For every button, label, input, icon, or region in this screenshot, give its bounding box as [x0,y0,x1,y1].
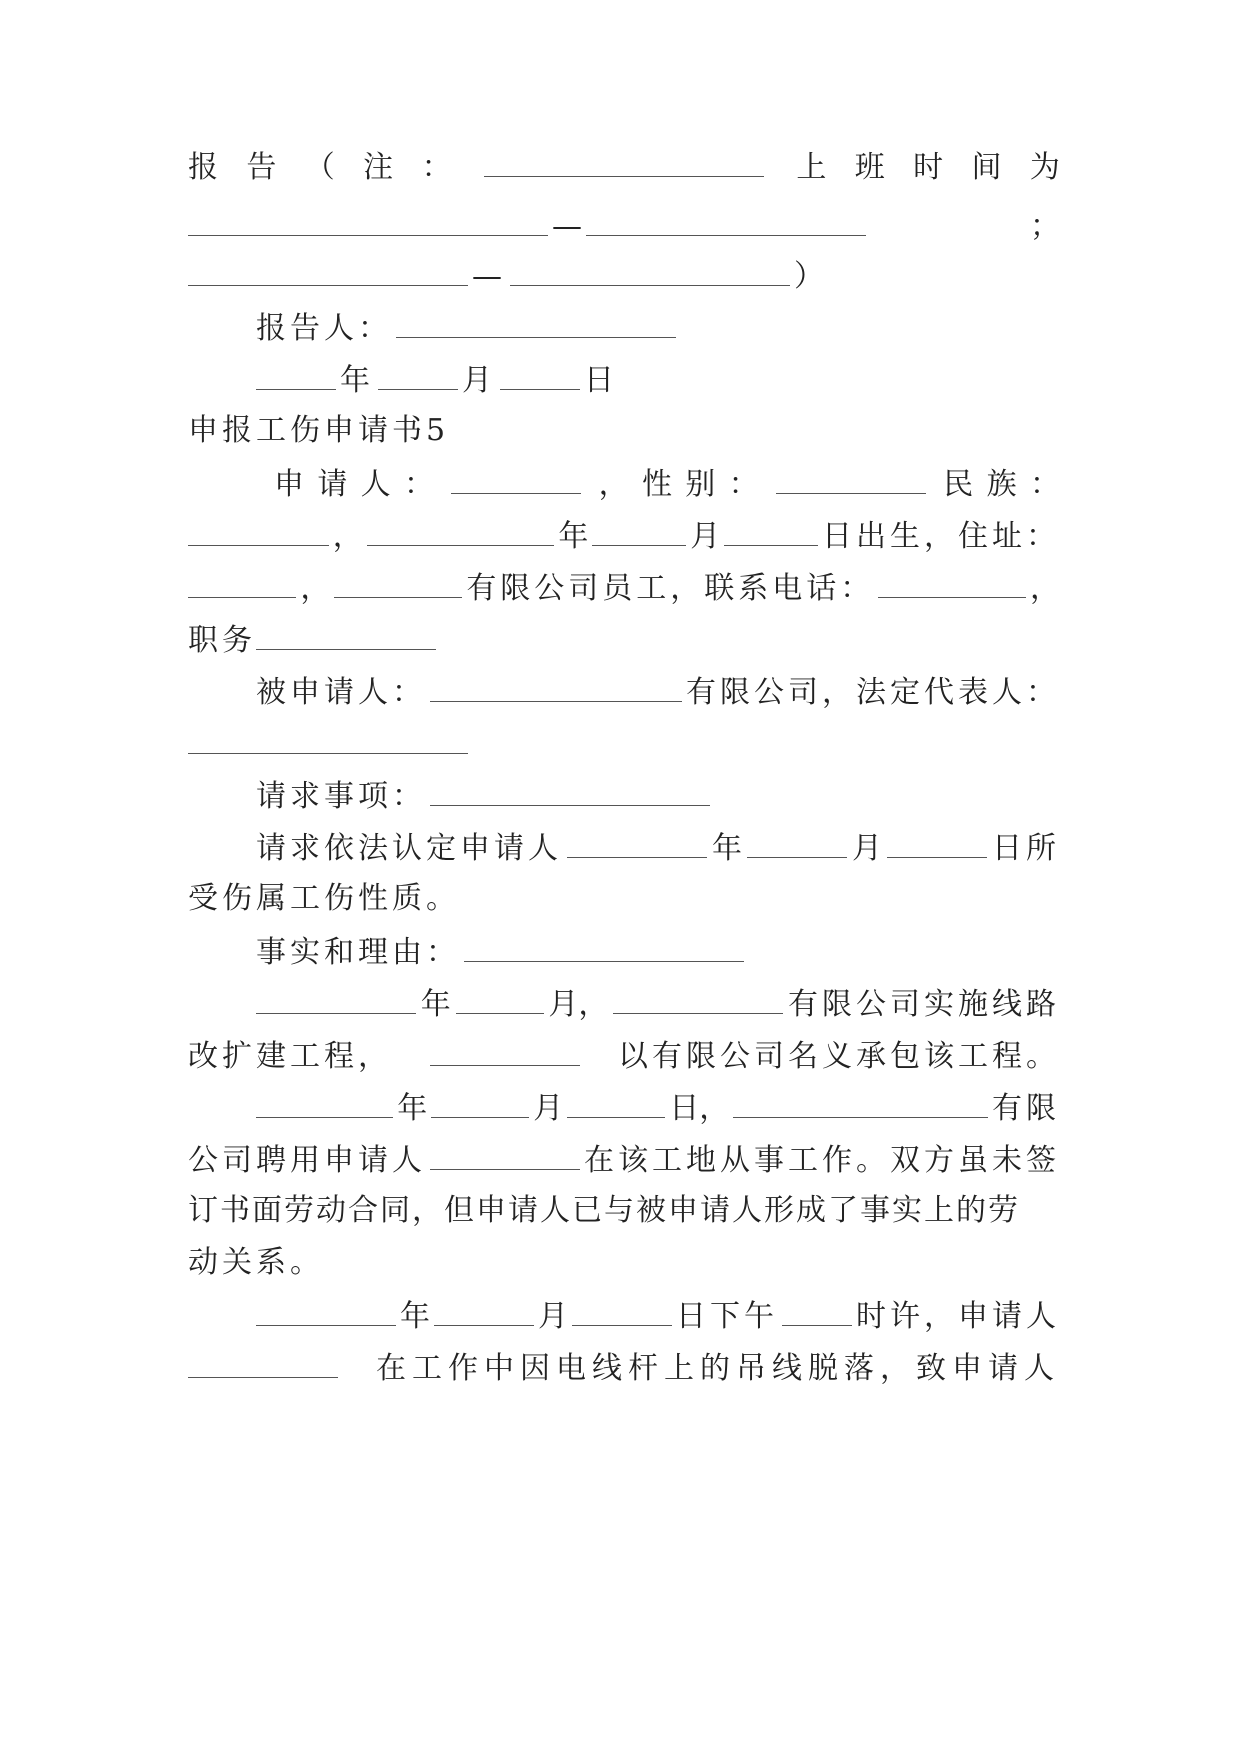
text: 日所 [992,831,1060,866]
text: 有限公司，法定代表人： [686,675,1060,710]
blank-field[interactable] [724,515,818,546]
text: 月 [462,363,496,398]
text: 年 [400,1299,430,1334]
facts-line-7 [256,1295,1060,1335]
blank-field[interactable] [256,359,336,390]
text: 日下午 [676,1299,778,1334]
facts-line-8 [188,1347,1060,1387]
text: 订书面劳动合同，但申请人已与被申请人形成了事实上的劳 [188,1193,1020,1228]
text: 以有限公司名义承包该工程。 [618,1039,1060,1074]
blank-field[interactable] [188,205,548,236]
blank-field[interactable] [188,723,468,754]
blank-field[interactable] [256,983,416,1014]
representative-blank-line [188,723,1060,763]
blank-field[interactable] [567,1087,665,1118]
text: 事实和理由： [256,935,460,970]
text: 被申请人： [256,675,426,710]
text: 月 [538,1299,568,1334]
blank-field[interactable] [188,515,329,546]
text: 公司聘用申请人 [188,1143,426,1178]
text: 日， [669,1091,730,1126]
text: 族 [986,467,1017,502]
applicant-line [274,463,1060,503]
facts-line-4 [188,1139,1060,1179]
text: 改扩建工程， [188,1039,392,1074]
text: 年 [712,831,742,866]
text: 年 [558,519,589,554]
text: 月 [690,519,721,554]
facts-line-6 [188,1243,1060,1283]
blank-field[interactable] [464,931,744,962]
text: 月 [852,831,882,866]
text: 注 [363,150,394,185]
text: 告 [246,150,277,185]
text: 上 [796,150,827,185]
blank-field[interactable] [431,1087,529,1118]
text: 年 [340,363,374,398]
text: 年 [397,1091,428,1126]
text: 日 [584,363,618,398]
work-time-line-2 [188,255,1060,295]
blank-field[interactable] [188,1347,338,1378]
text: 请求事项： [256,779,426,814]
blank-field[interactable] [430,775,710,806]
blank-field[interactable] [484,146,764,177]
text: 职务 [188,623,256,658]
text: ： [728,467,759,502]
text: 日出生，住址： [822,519,1060,554]
text: 报告人： [256,311,392,346]
claim-line [256,775,1060,815]
text: 时许，申请人 [856,1299,1060,1334]
date-line [256,359,1060,399]
company-phone-line [188,567,1060,607]
text: （ [304,150,335,185]
text: ： [421,150,452,185]
text: — [472,259,506,294]
blank-field[interactable] [367,515,555,546]
text: 请求依法认定申请人 [256,831,562,866]
text: 月， [548,987,609,1022]
text: 请 [317,467,348,502]
text: 报 [188,150,218,185]
blank-field[interactable] [782,1295,852,1326]
blank-field[interactable] [188,567,296,598]
report-note-line [188,146,1060,186]
blank-field[interactable] [434,1295,534,1326]
blank-field[interactable] [256,1087,393,1118]
text: ） [794,259,828,294]
text: 申报工伤申请书5 [188,413,450,448]
text: 为 [1029,150,1060,185]
text: 月 [533,1091,564,1126]
text: ， [1030,571,1060,606]
text: 性 [641,467,672,502]
facts-line-1 [256,983,1060,1023]
blank-field[interactable] [188,255,468,286]
blank-field[interactable] [592,515,686,546]
text: 时 [913,150,944,185]
blank-field[interactable] [567,827,707,858]
text: 在该工地从事工作。双方虽未签 [584,1143,1060,1178]
blank-field[interactable] [733,1087,988,1118]
blank-field[interactable] [747,827,847,858]
blank-field[interactable] [430,1139,580,1170]
time-range [188,205,870,245]
claim-detail-cont [188,879,1060,919]
text: 间 [971,150,1002,185]
reporter-line [256,307,1060,347]
blank-field[interactable] [456,983,544,1014]
blank-field[interactable] [878,567,1026,598]
text: ： [403,467,434,502]
claim-detail-line [256,827,1060,867]
blank-field[interactable] [396,307,676,338]
section-title [188,411,1060,451]
text: ； [1030,209,1060,244]
position-line [188,619,1060,659]
blank-field[interactable] [430,1035,580,1066]
text: ： [1029,467,1060,502]
blank-field[interactable] [500,359,580,390]
blank-field[interactable] [451,463,581,494]
blank-field[interactable] [776,463,926,494]
text: 班 [854,150,885,185]
text: 在工作中因电线杆上的吊线脱落，致申请人 [376,1351,1060,1386]
text: ， [598,467,629,502]
text: ， [300,571,331,606]
facts-line-2 [188,1035,1060,1075]
blank-field[interactable] [256,619,436,650]
text: 年 [420,987,451,1022]
text: 有限 [992,1091,1060,1126]
birth-line [188,515,1060,555]
blank-field[interactable] [572,1295,672,1326]
respondent-line [256,671,1060,711]
blank-field[interactable] [613,983,783,1014]
text: 有限公司员工，联系电话： [466,571,875,606]
blank-field[interactable] [334,567,462,598]
text: 申 [274,467,304,502]
blank-field[interactable] [586,205,866,236]
blank-field[interactable] [510,255,790,286]
text: 别 [685,467,716,502]
text: ， [332,519,363,554]
text: 有限公司实施线路 [787,987,1060,1022]
work-time-line-1 [188,205,1060,245]
blank-field[interactable] [887,827,987,858]
blank-field[interactable] [430,671,682,702]
facts-title [256,931,1060,971]
text: 人 [360,467,391,502]
text: 受伤属工伤性质。 [188,881,460,916]
text: 动关系。 [188,1245,324,1280]
blank-field[interactable] [256,1295,396,1326]
text: — [552,209,582,244]
facts-line-3 [256,1087,1060,1127]
text: 民 [943,467,974,502]
facts-line-5 [188,1191,1060,1231]
blank-field[interactable] [378,359,458,390]
